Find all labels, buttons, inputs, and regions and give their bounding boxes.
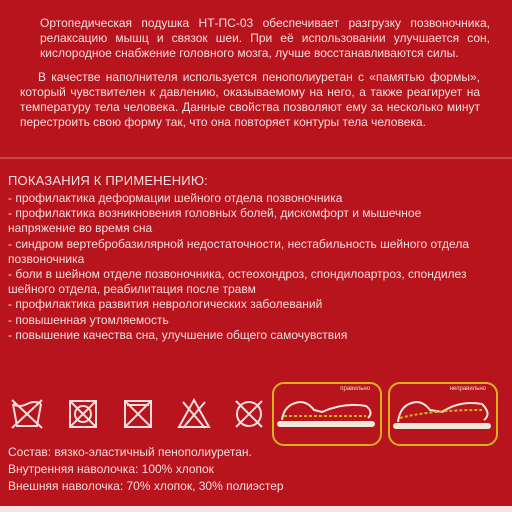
wash-prohibited-icon xyxy=(8,396,46,430)
materials-composition: Состав: вязко-эластичный пенополиуретан. xyxy=(8,445,252,459)
intro-paragraph-1: Ортопедическая подушка НТ-ПС-03 обеспечивает разгрузку позвоночника, релаксацию мышц и связок шеи. При её использовании улучшается сон, кислородное снабжение головного мозга, лучше восстанавливаются силы. xyxy=(40,16,490,60)
no-dry-clean-icon xyxy=(230,396,268,430)
care-instructions xyxy=(8,396,268,432)
correct-label: правильно xyxy=(340,386,370,392)
bottom-strip xyxy=(0,506,512,512)
no-tumble-dry-icon xyxy=(64,396,102,430)
list-item: - профилактика деформации шейного отдела позвоночника xyxy=(8,191,343,205)
list-item: - синдром вертебробазилярной недостаточности, нестабильность шейного отдела позвоночника xyxy=(8,236,470,266)
incorrect-label: неправильно xyxy=(449,386,486,392)
correct-posture-icon xyxy=(274,384,380,444)
materials-list xyxy=(8,444,478,495)
no-bleach-icon xyxy=(175,396,213,430)
section-divider xyxy=(0,157,512,159)
list-item: - повышение качества сна, улучшение общего самочувствия xyxy=(8,327,348,342)
list-item: - профилактика возникновения головных болей, дискомфорт и мышечное напряжение во время сна xyxy=(8,206,422,236)
list-item: - боли в шейном отделе позвоночника, остеохондроз, спондилоартроз, спондилез шейного отдела, реабилитация после травм xyxy=(8,267,467,297)
materials-inner-cover: Внутренняя наволочка: 100% хлопок xyxy=(8,462,214,476)
incorrect-posture-icon xyxy=(390,384,496,444)
indications-title: ПОКАЗАНИЯ К ПРИМЕНЕНИЮ: xyxy=(8,173,208,188)
materials-outer-cover: Внешняя наволочка: 70% хлопок, 30% полиэстер xyxy=(8,479,284,493)
intro-paragraph-2: В качестве наполнителя используется пенополиуретан с «памятью формы», который чувствителен к давлению, оказываемому на него, а также реагирует на температуру тела человека. Данные свойства позволяют ему за несколько минут перестроить свою форму так, что она повторяет контуры тела человека. xyxy=(20,70,480,129)
list-item: - профилактика развития неврологических заболеваний xyxy=(8,297,323,312)
pillow-incorrect-illustration xyxy=(388,382,498,446)
list-item: - повышенная утомляемость xyxy=(8,312,169,327)
pillow-correct-illustration xyxy=(272,382,382,446)
indications-list xyxy=(8,191,478,343)
no-dryer-icon xyxy=(119,396,157,430)
